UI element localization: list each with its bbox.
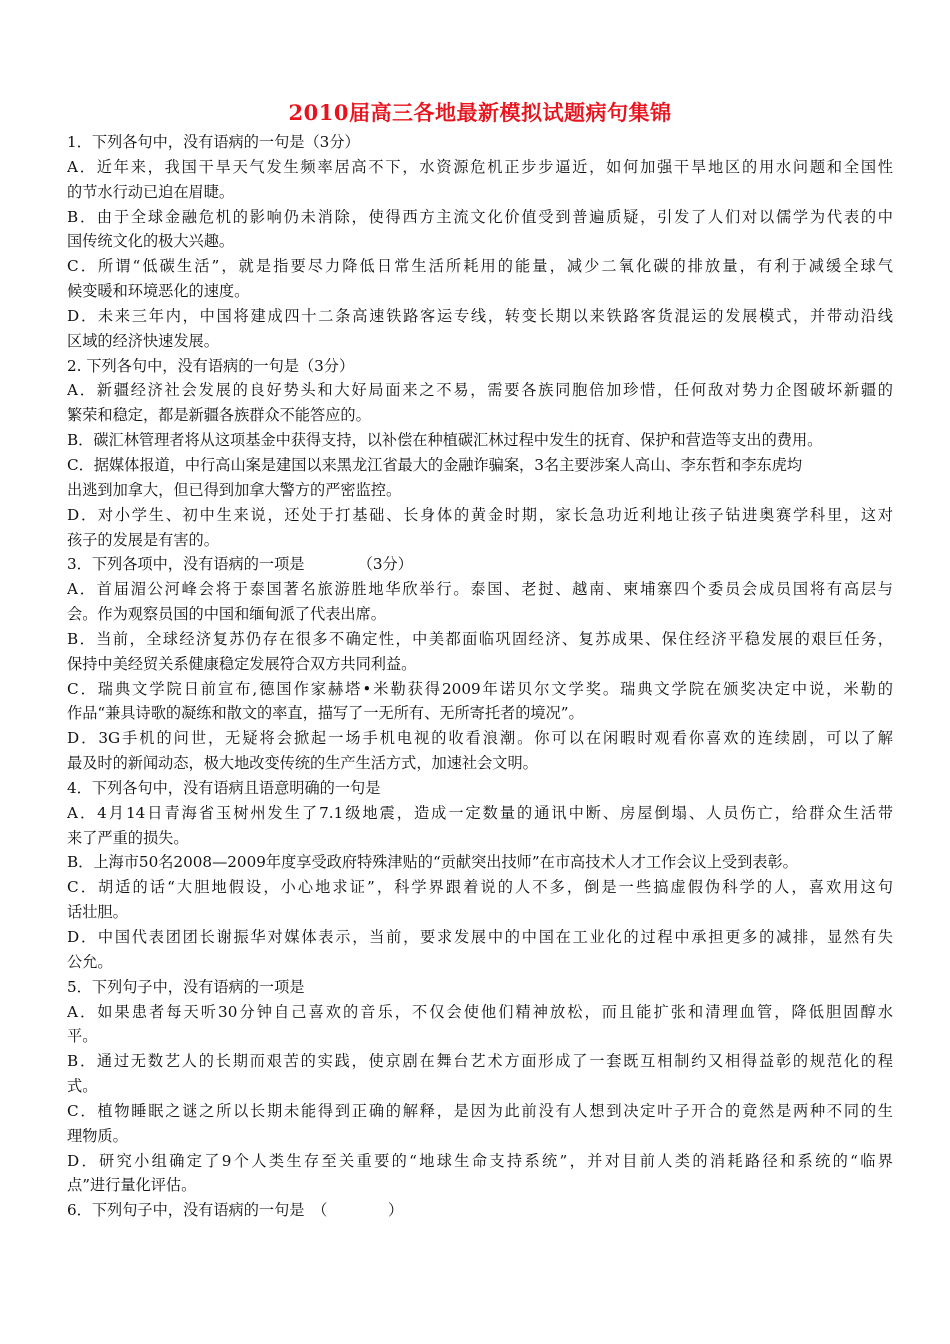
document-title: 2010届高三各地最新模拟试题病句集锦	[288, 100, 672, 125]
text-line: B．碳汇林管理者将从这项基金中获得支持，以补偿在种植碳汇林过程中发生的抚育、保护和营造等支出的费用。	[67, 431, 823, 450]
question-stem: 5．下列句子中，没有语病的一项是	[67, 977, 305, 996]
text-line: A．近年来，我国干旱天气发生频率居高不下，水资源危机正步步逼近，如何加强干旱地区的用水问题和全国性	[67, 157, 893, 176]
text-line: 式。	[67, 1077, 98, 1096]
text-line: C．植物睡眠之谜之所以长期未能得到正确的解释，是因为此前没有人想到决定叶子开合的竟然是两种不同的生	[67, 1101, 893, 1120]
text-line: 点”进行量化评估。	[67, 1176, 197, 1195]
text-line: B．通过无数艺人的长期而艰苦的实践，使京剧在舞台艺术方面形成了一套既互相制约又相得益彰的规范化的程	[67, 1052, 893, 1071]
text-line: 来了严重的损失。	[67, 828, 189, 847]
text-line: D．3G手机的问世，无疑将会掀起一场手机电视的收看浪潮。你可以在闲暇时观看你喜欢的连续剧，可以了解	[67, 729, 893, 748]
text-line: 繁荣和稳定，都是新疆各族群众不能答应的。	[67, 406, 371, 425]
text-line: C．据媒体报道，中行高山案是建国以来黑龙江省最大的金融诈骗案，3名主要涉案人高山、李东哲和李东虎均	[67, 455, 803, 474]
text-line: 会。作为观察员国的中国和缅甸派了代表出席。	[67, 605, 386, 624]
text-line: 孩子的发展是有害的。	[67, 530, 219, 549]
text-line: 国传统文化的极大兴趣。	[67, 232, 235, 251]
text-line: 出逃到加拿大，但已得到加拿大警方的严密监控。	[67, 480, 402, 499]
question-stem: 4．下列各句中，没有语病且语意明确的一句是	[67, 778, 381, 797]
text-line: A．4月14日青海省玉树州发生了7.1级地震，造成一定数量的通讯中断、房屋倒塌、人员伤亡，给群众生活带	[67, 803, 893, 822]
text-line: 保持中美经贸关系健康稳定发展符合双方共同利益。	[67, 654, 417, 673]
text-line: A．如果患者每天听30分钟自己喜欢的音乐，不仅会使他们精神放松，而且能扩张和清理血管，降低胆固醇水	[67, 1002, 893, 1021]
question-stem: 1．下列各句中，没有语病的一句是（3分）	[67, 133, 360, 151]
text-line: D．对小学生、初中生来说，还处于打基础、长身体的黄金时期，家长急功近利地让孩子钻进奥赛学科里，这对	[67, 505, 893, 524]
text-line: 理物质。	[67, 1126, 128, 1145]
question-stem: 2. 下列各句中，没有语病的一句是（3分）	[67, 356, 355, 375]
text-line: 的节水行动已迫在眉睫。	[67, 182, 235, 201]
text-line: 候变暖和环境恶化的速度。	[67, 282, 250, 301]
text-line: A．新疆经济社会发展的良好势头和大好局面来之不易，需要各族同胞倍加珍惜，任何敌对势力企图破坏新疆的	[67, 381, 893, 400]
text-line: C．胡适的话“大胆地假设，小心地求证”，科学界跟着说的人不多，倒是一些搞虚假伪科学的人，喜欢用这句	[67, 878, 893, 897]
text-line: D．未来三年内，中国将建成四十二条高速铁路客运专线，转变长期以来铁路客货混运的发展模式，并带动沿线	[67, 306, 893, 325]
text-line: C．所谓“低碳生活”，就是指要尽力降低日常生活所耗用的能量，减少二氧化碳的排放量，有利于减缓全球气	[67, 257, 893, 276]
document-body	[67, 130, 893, 1223]
text-line: 最及时的新闻动态，极大地改变传统的生产生活方式，加速社会文明。	[67, 754, 538, 773]
text-line: 作品“兼具诗歌的凝练和散文的率直，描写了一无所有、无所寄托者的境况”。	[67, 704, 584, 723]
question-stem: 6．下列句子中，没有语病的一句是 （ ）	[67, 1201, 404, 1220]
text-line: B．上海市50名2008—2009年度享受政府特殊津贴的“贡献突出技师”在市高技术人才工作会议上受到表彰。	[67, 853, 798, 872]
text-line: D．研究小组确定了9个人类生存至关重要的“地球生命支持系统”，并对目前人类的消耗路径和系统的“临界	[67, 1151, 893, 1170]
document-page	[67, 98, 893, 1223]
text-line: 平。	[67, 1027, 98, 1046]
text-line: B．当前，全球经济复苏仍存在很多不确定性，中美都面临巩固经济、复苏成果、保住经济平稳发展的艰巨任务，	[67, 629, 893, 648]
text-line: B．由于全球金融危机的影响仍未消除，使得西方主流文化价值受到普遍质疑，引发了人们对以儒学为代表的中	[67, 207, 893, 226]
text-line: 公允。	[67, 952, 113, 971]
question-stem: 3．下列各项中，没有语病的一项是 （3分）	[67, 555, 413, 574]
text-line: D．中国代表团团长谢振华对媒体表示，当前，要求发展中的中国在工业化的过程中承担更多的减排，显然有失	[67, 928, 893, 946]
text-line: A．首届湄公河峰会将于泰国著名旅游胜地华欣举行。泰国、老挝、越南、柬埔寨四个委员会成员国将有高层与	[67, 580, 893, 599]
text-line: C．瑞典文学院日前宣布,德国作家赫塔•米勒获得2009年诺贝尔文学奖。瑞典文学院在颁奖决定中说，米勒的	[67, 679, 893, 698]
text-line: 话壮胆。	[67, 903, 128, 922]
text-line: 区域的经济快速发展。	[67, 331, 219, 350]
